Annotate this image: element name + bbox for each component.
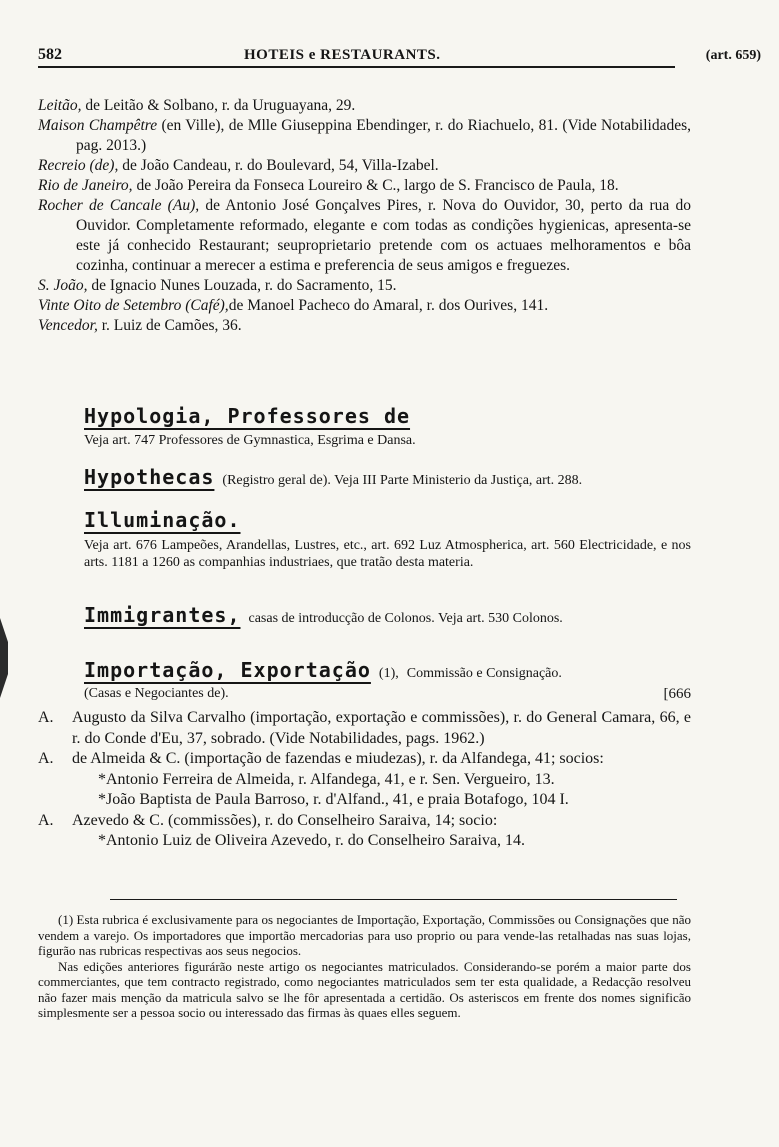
restaurant-details: (en Ville), de Mlle Giuseppina Ebendinger, r. do Riachuelo, 81. (Vide Notabilidades, pag. 2013.) [76,117,691,154]
firm-entry [38,749,691,770]
restaurant-entry [38,176,691,196]
section-subtitle: (Casas e Negociantes de). [84,686,229,701]
restaurant-entry [38,316,691,336]
section-immigrantes [84,603,691,627]
restaurant-details: de Ignacio Nunes Louzada, r. do Sacramento, 15. [87,277,397,294]
restaurant-name: S. João, [38,277,88,294]
firm-entry [38,811,691,832]
restaurant-entry [38,96,691,116]
page-edge-mark [0,618,8,698]
footnote-paragraph: (1) Esta rubrica é exclusivamente para os negociantes de Importação, Exportação, Commissões ou Consignações que não vendem a varejo. Os importadores que importão mercadorias para uso proprio ou para vende-las retalhadas nas suas lojas, figurão nas rubricas respectivas aos seus negocios. [38,912,691,958]
article-number: [666 [663,686,691,702]
footnote-marker: (1), [378,666,399,681]
section-heading: Hypologia, Professores de [84,404,411,428]
section-heading: Immigrantes, [84,603,241,627]
firm-letter: A. [38,811,54,829]
restaurant-details: de Manoel Pacheco do Amaral, r. dos Ourives, 141. [228,297,549,314]
section-text: Veja art. 676 Lampeões, Arandellas, Lustres, etc., art. 692 Luz Atmospherica, art. 560 Electricidade, e nos arts. 1181 a 1260 as companhias industriaes, que tratão desta materia. [84,538,691,570]
restaurant-details: de Antonio José Gonçalves Pires, r. Nova do Ouvidor, 30, perto da rua do Ouvidor. Completamente reformado, elegante e com todas as condições hygienicas, apresenta-se este já conhecido Restaurant; seuproprietario pretende com os actuaes melhoramentos e bôa cozinha, continuar a merecer a estima e preferencia de seus amigos e freguezes. [76,197,691,274]
running-title: HOTEIS e RESTAURANTS. [244,47,441,63]
footnote [38,912,691,1021]
section-heading: Hypothecas [84,465,215,489]
restaurant-name: Leitão, [38,97,82,114]
section-importacao [84,658,691,703]
section-text: casas de introducção de Colonos. Veja art. 530 Colonos. [248,611,563,626]
restaurant-entry [38,276,691,296]
footnote-divider [110,899,677,900]
restaurant-details: de João Pereira da Fonseca Loureiro & C., largo de S. Francisco de Paula, 18. [132,177,619,194]
partner-entry: *João Baptista de Paula Barroso, r. d'Alfand., 41, e praia Botafogo, 104 I. [98,791,569,808]
restaurant-entry [38,296,691,316]
section-text: Commissão e Consignação. [406,666,562,681]
running-head [38,46,761,68]
footnote-paragraph: Nas edições anteriores figurárão neste artigo os negociantes matriculados. Considerando-se porém a maior parte dos commerciantes, que tem contracto registrado, como negociantes matriculados sem ter esta qualidade, a Redacção resolveu não fazer mais menção da matricula salvo se lhe fôr apresentada a certidão. Os asteriscos em frente dos nomes significão simplesmente ser a pessoa socio ou interessado das firmas às quaes elles seguem. [38,958,691,1020]
restaurant-name: Rocher de Cancale (Au), [38,197,200,214]
article-reference: (art. 659) [705,48,761,63]
partner-entry: *Antonio Luiz de Oliveira Azevedo, r. do Conselheiro Saraiva, 14. [98,832,526,849]
restaurant-name: Vencedor, [38,317,98,334]
restaurant-details: de João Candeau, r. do Boulevard, 54, Villa-Izabel. [118,157,439,174]
page-number: 582 [38,46,62,63]
section-hypologia [84,404,691,449]
restaurant-name: Maison Champêtre [38,117,158,134]
partner-entry: *Antonio Ferreira de Almeida, r. Alfandega, 41, e r. Sen. Vergueiro, 13. [98,770,555,788]
firm-letter: A. [38,750,54,767]
firm-text: Azevedo & C. (commissões), r. do Conselheiro Saraiva, 14; socio: [72,811,498,829]
section-hypothecas [84,465,691,489]
firm-list [38,708,691,852]
section-text: Veja art. 747 Professores de Gymnastica, Esgrima e Dansa. [84,433,416,448]
restaurant-entry [38,196,691,276]
section-illuminacao [84,508,691,571]
restaurant-name: Vinte Oito de Setembro (Café), [38,297,229,314]
restaurant-details: de Leitão & Solbano, r. da Uruguayana, 29. [81,97,356,114]
section-heading: Illuminação. [84,508,241,532]
firm-text: de Almeida & C. (importação de fazendas e miudezas), r. da Alfandega, 41; socios: [72,750,604,767]
restaurant-list [38,96,691,336]
restaurant-name: Rio de Janeiro, [38,177,133,194]
section-text: (Registro geral de). Veja III Parte Ministerio da Justiça, art. 288. [222,473,583,488]
restaurant-name: Recreio (de), [38,157,119,174]
section-heading: Importação, Exportação [84,658,371,682]
restaurant-details: r. Luiz de Camões, 36. [97,317,242,334]
restaurant-entry [38,156,691,176]
firm-letter: A. [38,709,54,726]
firm-text: Augusto da Silva Carvalho (importação, exportação e commissões), r. do General Camara, 66, e r. do Conde d'Eu, 37, sobrado. (Vide Notabilidades, pags. 1962.) [72,709,691,747]
restaurant-entry [38,116,691,156]
firm-entry [38,708,691,749]
